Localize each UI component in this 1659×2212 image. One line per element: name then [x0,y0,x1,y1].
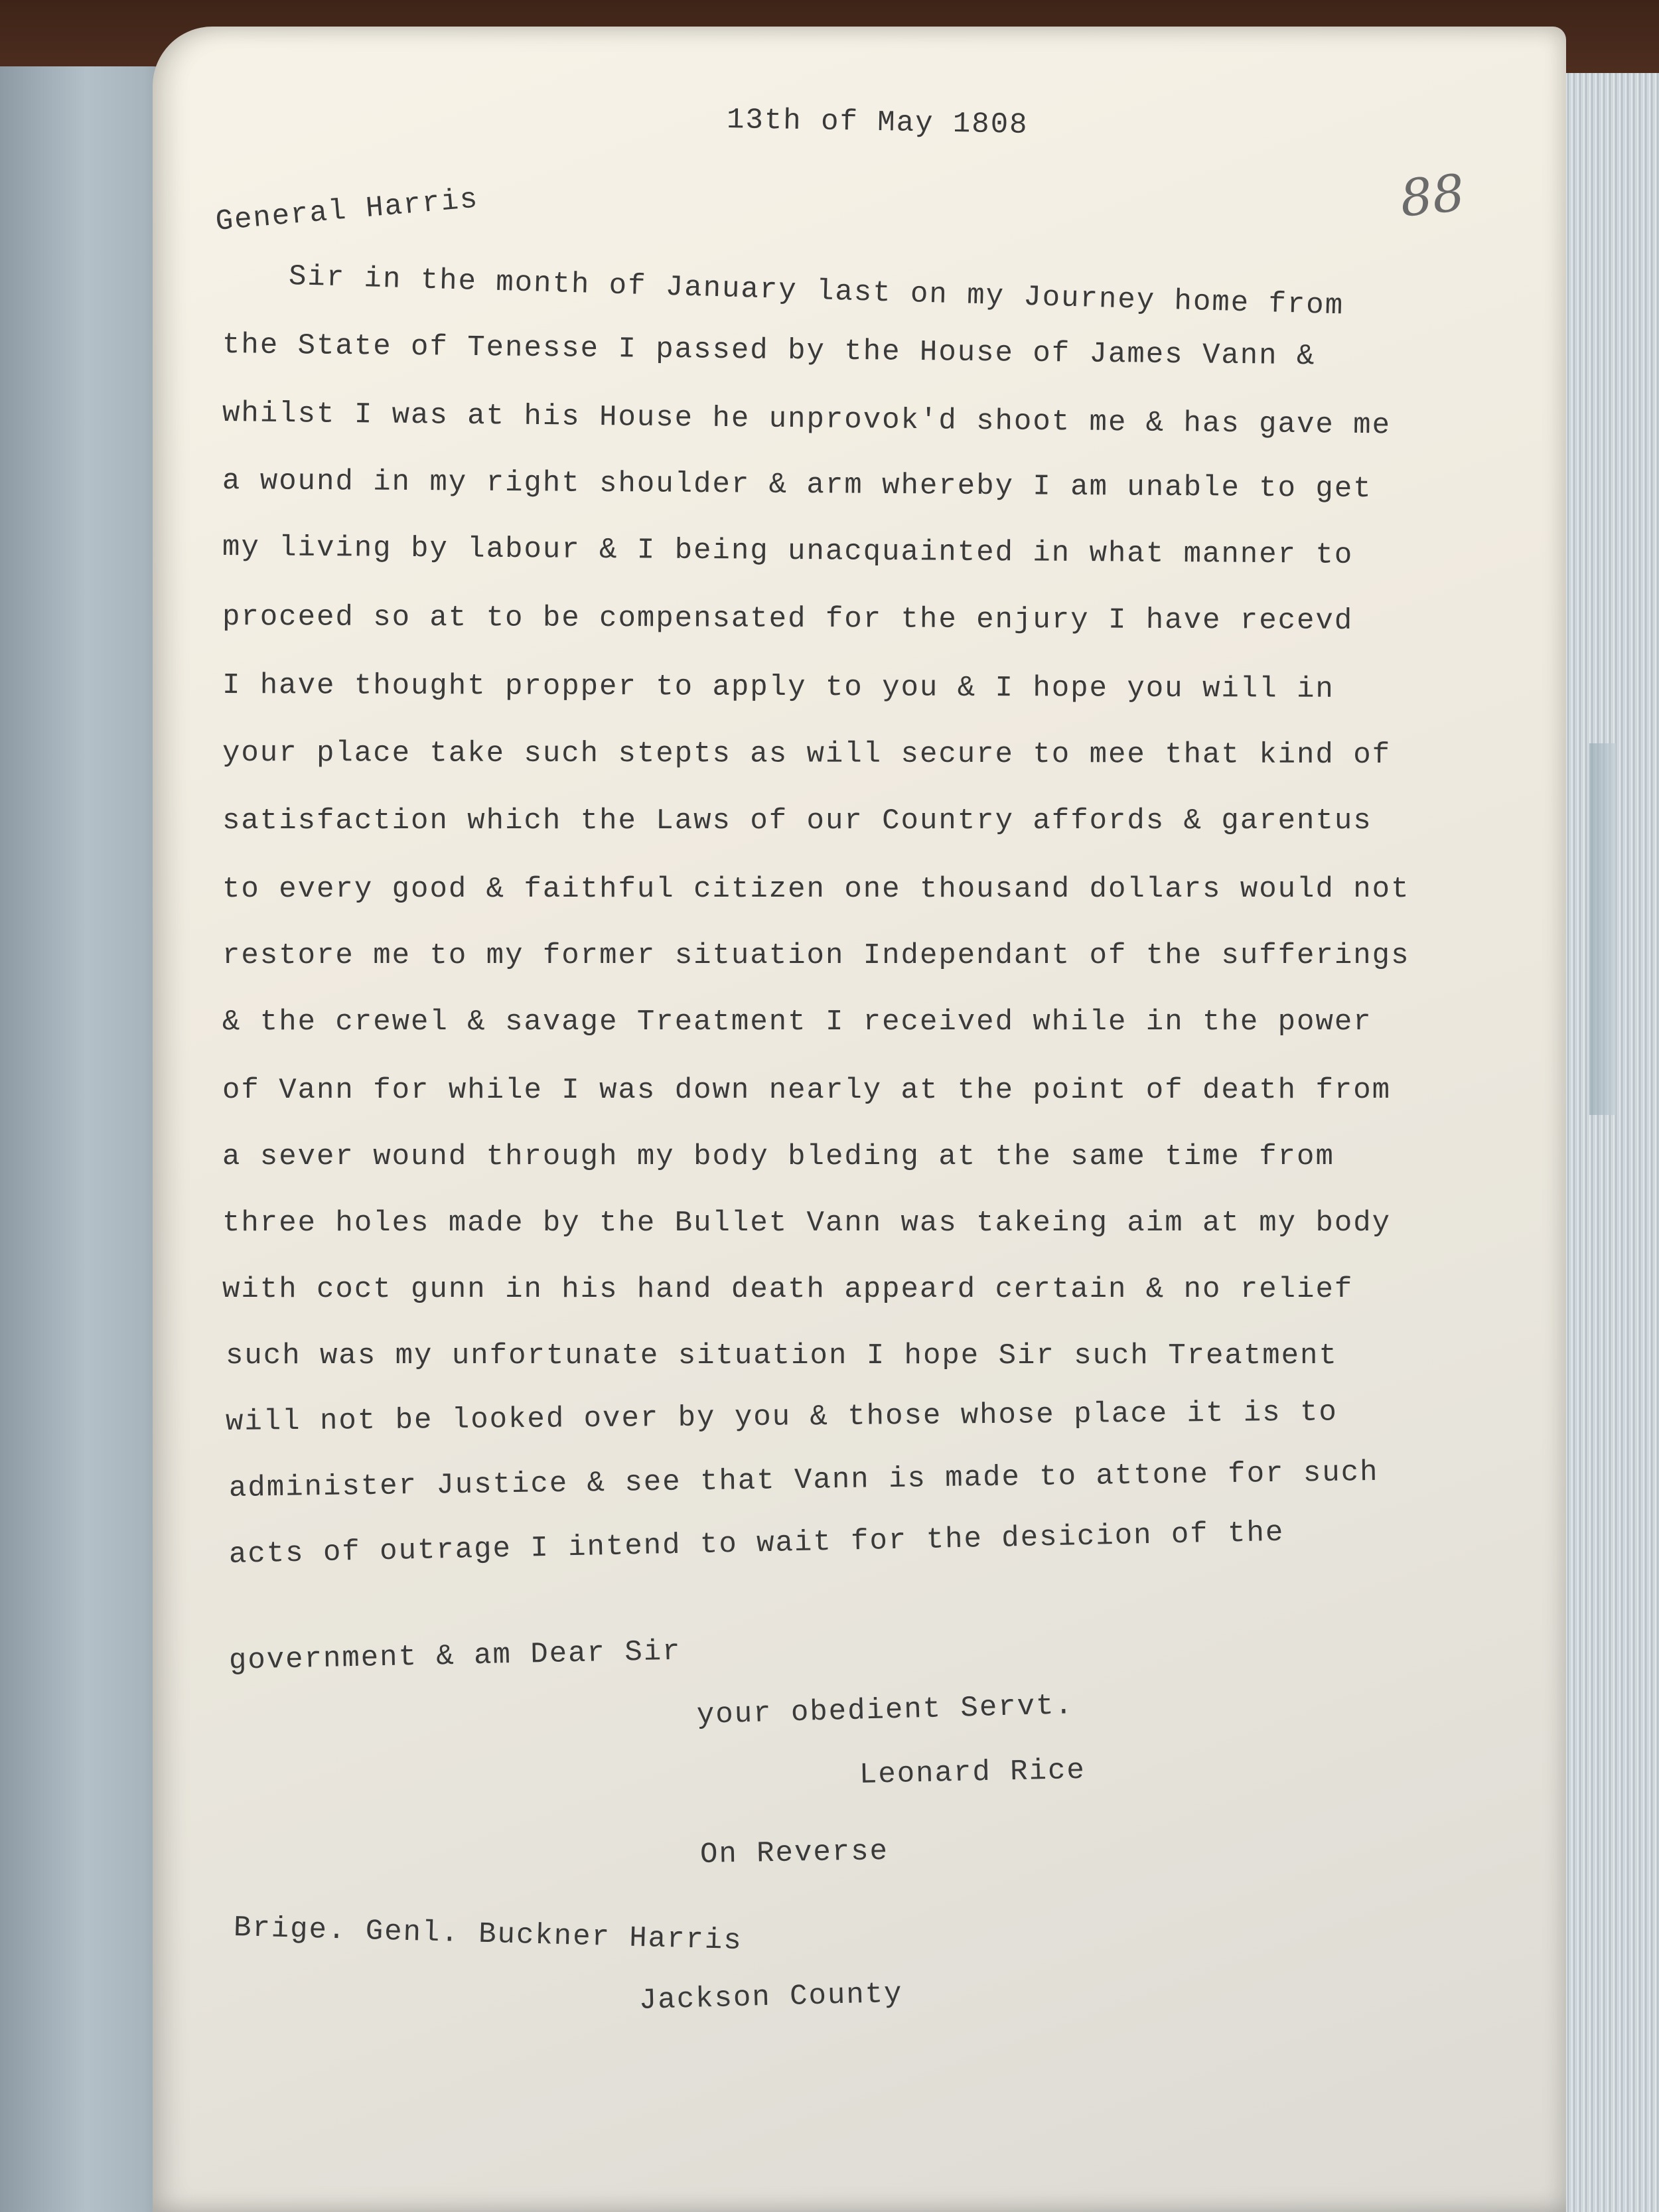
closing: your obedient Servt. [696,1689,1074,1732]
body-line: whilst I was at his House he unprovok'd shoot me & has gave me [222,397,1392,443]
body-line: with coct gunn in his hand death appeard certain & no relief [222,1273,1354,1306]
body-line: the State of Tenesse I passed by the House of James Vann & [222,329,1316,374]
body-line: your place take such stepts as will secure to mee that kind of [222,737,1392,773]
body-line: administer Justice & see that Vann is made to attone for such [228,1455,1379,1505]
page-number: 88 [1397,163,1468,228]
signature: Leonard Rice [859,1753,1086,1792]
body-line: of Vann for while I was down nearly at the point of death from [222,1074,1392,1107]
body-line: acts of outrage I intend to wait for the desicion of the [228,1516,1285,1572]
body-line: I have thought propper to apply to you & I hope you will in [222,669,1334,706]
address-line: Brige. Genl. Buckner Harris [233,1911,743,1958]
body-line: restore me to my former situation Independant of the sufferings [222,939,1410,972]
body-line: & the crewel & savage Treatment I received while in the power [222,1005,1372,1039]
address-line: Jackson County [638,1977,904,2018]
body-line: to every good & faithful citizen one thousand dollars would not [222,873,1410,906]
body-line: such was my unfortunate situation I hope Sir such Treatment [226,1339,1338,1372]
body-line: my living by labour & I being unacquainted in what manner to [222,531,1354,572]
body-line: a wound in my right shoulder & arm whereby I am unable to get [222,465,1372,506]
body-line: Sir in the month of January last on my Journey home from [288,260,1344,323]
page-edge-tab [1589,743,1616,1115]
salutation: General Harris [214,183,480,239]
body-line: proceed so at to be compensated for the enjury I have recevd [222,601,1354,638]
body-line: three holes made by the Bullet Vann was takeing aim at my body [222,1207,1392,1240]
body-line: a sever wound through my body bleding at the same time from [222,1140,1334,1173]
reverse-heading: On Reverse [699,1835,889,1872]
document-date: 13th of May 1808 [726,104,1029,142]
body-line: government & am Dear Sir [228,1635,682,1678]
body-line: satisfaction which the Laws of our Country affords & garentus [222,804,1372,838]
body-line: will not be looked over by you & those whose place it is to [225,1396,1338,1439]
